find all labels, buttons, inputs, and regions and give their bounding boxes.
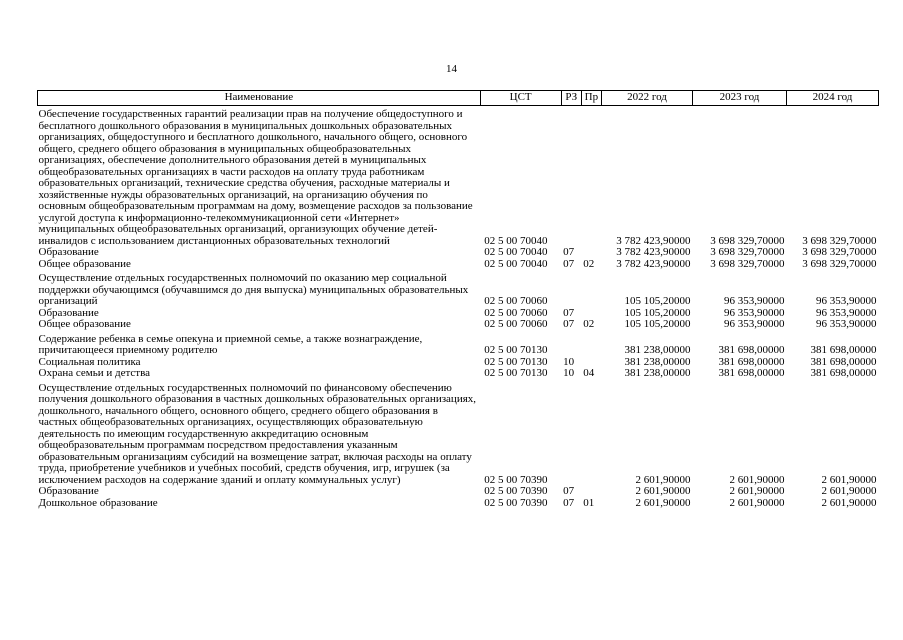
header-2023: 2023 год <box>692 91 786 106</box>
row-rz: 07 <box>563 318 575 330</box>
header-cst: ЦСТ <box>480 91 561 106</box>
row-name: Охрана семьи и детства <box>38 367 151 379</box>
row-value-2024: 3 698 329,70000 <box>802 257 877 270</box>
row-pr <box>581 270 601 308</box>
row-cst: 02 5 00 70130 <box>484 344 548 356</box>
row-value-2022: 381 238,00000 <box>624 355 691 368</box>
row-value-2022: 105 105,20000 <box>624 295 691 307</box>
row-name: Образование <box>38 246 99 258</box>
row-value-2023: 96 353,90000 <box>723 295 785 307</box>
row-rz: 10 <box>563 355 575 368</box>
row-rz: 10 <box>563 367 575 379</box>
row-value-2024: 3 698 329,70000 <box>802 234 877 247</box>
row-pr: 01 <box>583 496 595 509</box>
row-name: Общее образование <box>38 318 131 330</box>
row-rz: 07 <box>563 485 575 497</box>
row-value-2024: 381 698,00000 <box>810 367 877 379</box>
header-pr: Пр <box>581 91 601 106</box>
row-value-2022: 2 601,90000 <box>635 485 691 497</box>
row-value-2022: 3 782 423,90000 <box>616 257 691 270</box>
row-value-2024: 381 698,00000 <box>810 344 877 356</box>
row-rz: 07 <box>563 246 575 258</box>
header-2024: 2024 год <box>786 91 878 106</box>
row-value-2022: 381 238,00000 <box>624 344 691 356</box>
row-value-2022: 2 601,90000 <box>635 496 691 509</box>
row-value-2022: 3 782 423,90000 <box>616 246 691 258</box>
row-pr: 04 <box>583 367 595 379</box>
table-row <box>38 486 879 498</box>
row-cst: 02 5 00 70060 <box>484 295 548 307</box>
table-row <box>38 368 879 380</box>
row-pr: 02 <box>583 318 595 330</box>
row-value-2023: 3 698 329,70000 <box>710 246 785 258</box>
row-value-2024: 2 601,90000 <box>821 485 877 497</box>
row-value-2024: 381 698,00000 <box>810 355 877 368</box>
row-value-2023: 2 601,90000 <box>729 496 785 509</box>
row-rz: 07 <box>563 496 575 509</box>
row-pr <box>581 331 601 357</box>
row-cst: 02 5 00 70390 <box>484 473 548 486</box>
header-rz: РЗ <box>561 91 581 106</box>
row-cst: 02 5 00 70040 <box>484 234 548 247</box>
row-value-2023: 3 698 329,70000 <box>710 234 785 247</box>
row-value-2022: 3 782 423,90000 <box>616 234 691 247</box>
row-pr <box>581 380 601 487</box>
header-2022: 2022 год <box>602 91 693 106</box>
row-cst: 02 5 00 70390 <box>484 496 548 509</box>
row-cst: 02 5 00 70390 <box>484 485 548 497</box>
page-number: 14 <box>446 63 457 75</box>
table-header <box>38 91 879 106</box>
row-name: Дошкольное образование <box>38 496 158 509</box>
row-cst: 02 5 00 70060 <box>484 306 548 319</box>
budget-table <box>37 90 879 509</box>
row-value-2023: 381 698,00000 <box>718 355 785 368</box>
row-cst: 02 5 00 70040 <box>484 257 548 270</box>
row-value-2024: 2 601,90000 <box>821 473 877 486</box>
table-row <box>38 106 879 248</box>
row-value-2024: 96 353,90000 <box>816 295 877 307</box>
row-rz: 07 <box>563 306 575 319</box>
row-value-2023: 2 601,90000 <box>729 473 785 486</box>
row-cst: 02 5 00 70060 <box>484 318 548 330</box>
row-name: Содержание ребенка в семье опекуна и приемной семье, а также вознаграждение, причитающееся приемному родителю <box>38 332 423 356</box>
row-value-2024: 96 353,90000 <box>816 306 877 319</box>
row-value-2023: 2 601,90000 <box>729 485 785 497</box>
row-cst: 02 5 00 70130 <box>484 367 548 379</box>
row-rz <box>561 106 581 248</box>
row-value-2024: 3 698 329,70000 <box>802 246 877 258</box>
row-cst: 02 5 00 70040 <box>484 246 548 258</box>
row-value-2023: 3 698 329,70000 <box>710 257 785 270</box>
row-value-2022: 2 601,90000 <box>635 473 691 486</box>
header-name: Наименование <box>38 91 481 106</box>
row-value-2024: 96 353,90000 <box>816 318 877 330</box>
table-row <box>38 319 879 331</box>
row-value-2022: 105 105,20000 <box>624 306 691 319</box>
row-name: Образование <box>38 306 99 319</box>
row-pr <box>581 486 601 498</box>
row-name: Осуществление отдельных государственных полномочий по оказанию мер социальной поддержки обучающимся (обучавшимся до дня выпуска) муниципальных образовательных организаций <box>38 272 469 307</box>
row-value-2023: 96 353,90000 <box>723 306 785 319</box>
row-name: Общее образование <box>38 257 131 270</box>
row-value-2022: 381 238,00000 <box>624 367 691 379</box>
row-name: Осуществление отдельных государственных полномочий по финансовому обеспечению получения дошкольного образования в частных дошкольных образовательных организациях, дошкольного, начального общего, основного общего, среднего общего образования в частных общеобразовательных организациях, осуществляющих образовательную деятельность по имеющим государственную аккредитацию основным общеобразовательным программам посредством предоставления указанным образовательным организациям субсидий на возмещение затрат, включая расходы на оплату труда, приобретение учебников и учебных пособий, средств обучения, игр, игрушек (за исключением расходов на содержание зданий и оплату коммунальных услуг) <box>38 381 477 486</box>
row-rz: 07 <box>563 257 575 270</box>
row-pr <box>581 106 601 248</box>
table-row <box>38 270 879 308</box>
row-pr <box>581 247 601 259</box>
row-name: Обеспечение государственных гарантий реализации прав на получение общедоступного и бесплатного дошкольного образования в муниципальных дошкольных образовательных организациях, общедоступного и бесплатного дошкольного, начального общего, основного общего, среднего общего образования в муниципальных общеобразовательных организациях, обеспечение дополнительного образования детей в муниципальных общеобразовательных организациях в части расходов на оплату труда работникам образовательных организаций, технические средства обучения, расходные материалы и хозяйственные нужды образовательных организаций, на организацию обучения по основным общеобразовательным программам на дому, возмещение расходов за пользование услугой доступа к информационно-телекоммуникационной сети «Интернет» муниципальных общеобразовательных организаций, организующих обучение детей-инвалидов с использованием дистанционных образовательных технологий <box>38 108 473 247</box>
table-row <box>38 380 879 487</box>
row-rz <box>561 270 581 308</box>
table-body <box>38 106 879 510</box>
row-name: Социальная политика <box>38 355 141 368</box>
row-name: Образование <box>38 485 99 497</box>
table-row <box>38 331 879 357</box>
row-value-2022: 105 105,20000 <box>624 318 691 330</box>
table-row <box>38 259 879 271</box>
row-value-2023: 381 698,00000 <box>718 344 785 356</box>
table-row <box>38 247 879 259</box>
row-cst: 02 5 00 70130 <box>484 355 548 368</box>
row-rz <box>561 331 581 357</box>
row-pr: 02 <box>583 257 595 270</box>
row-value-2024: 2 601,90000 <box>821 496 877 509</box>
table-row <box>38 498 879 510</box>
row-value-2023: 96 353,90000 <box>723 318 785 330</box>
row-value-2023: 381 698,00000 <box>718 367 785 379</box>
row-rz <box>561 380 581 487</box>
